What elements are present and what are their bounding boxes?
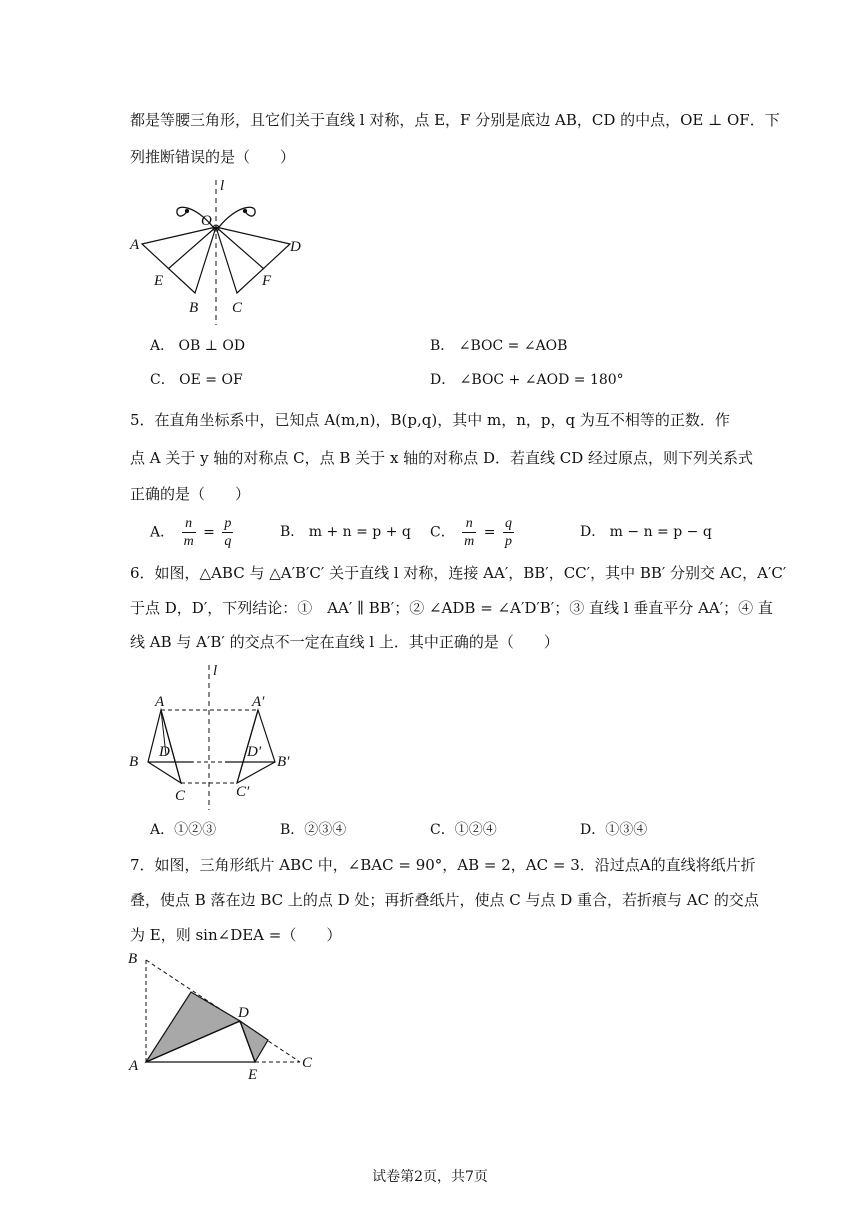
- q4-label-F: F: [262, 273, 272, 289]
- q5-option-d[interactable]: D． m − n = p − q: [580, 524, 712, 540]
- q4-label-l: l: [220, 178, 225, 194]
- q5-option-b[interactable]: B． m + n = p + q: [280, 524, 411, 540]
- q5-option-a[interactable]: A． $\frac{n}{m}$ = $\frac{p}{q}$: [150, 516, 232, 549]
- q6-option-a[interactable]: A．①②③: [150, 822, 217, 838]
- q5-option-c-left-fraction: $\frac{n}{m}$: [464, 516, 475, 549]
- q6-label-A-prime: A′: [252, 694, 265, 710]
- q5-line-2: 点 A 关于 y 轴的对称点 C，点 B 关于 x 轴的对称点 D．若直线 CD 经过原点，则下列关系式: [130, 449, 754, 467]
- q4-label-C: C: [232, 300, 243, 316]
- page-footer: 试卷第2页，共7页: [372, 1169, 488, 1185]
- q4-label-O: O: [201, 213, 212, 229]
- q6-line-1: 6．如图，△ABC 与 △A′B′C′ 关于直线 l 对称，连接 AA′，BB′，CC′，其中 BB′ 分别交 AC，A′C′: [130, 564, 787, 582]
- q4-line-1: 都是等腰三角形，且它们关于直线 l 对称，点 E，F 分别是底边 AB，CD 的中点，OE ⊥ OF．下: [130, 111, 780, 129]
- q5-option-a-left-fraction: $\frac{n}{m}$: [183, 516, 194, 549]
- q6-label-D: D: [159, 744, 170, 760]
- q5-option-a-right-fraction: $\frac{p}{q}$: [224, 516, 232, 549]
- q6-line-2: 于点 D，D′，下列结论：① AA′ ∥ BB′；② ∠ADB = ∠A′D′B′；③ 直线 l 垂直平分 AA′；④ 直: [130, 599, 773, 617]
- q6-label-D-prime: D′: [247, 744, 262, 760]
- q4-figure: [125, 175, 325, 335]
- q7-label-E: E: [248, 1067, 258, 1083]
- q5-option-a-label: A．: [150, 524, 175, 541]
- q6-option-d[interactable]: D．①③④: [580, 822, 648, 838]
- q6-option-c[interactable]: C．①②④: [430, 822, 497, 838]
- q4-line-2: 列推断错误的是（ ）: [130, 148, 296, 166]
- q4-option-a[interactable]: A． OB ⊥ OD: [150, 338, 246, 354]
- q4-label-E: E: [154, 273, 164, 289]
- q6-label-A: A: [155, 694, 165, 710]
- q4-option-c[interactable]: C． OE = OF: [150, 372, 243, 388]
- q4-label-D: D: [290, 239, 301, 255]
- q7-line-3: 为 E，则 sin∠DEA =（ ）: [130, 926, 342, 944]
- q5-option-c[interactable]: C． $\frac{n}{m}$ = $\frac{q}{p}$: [430, 516, 512, 549]
- q7-label-D: D: [238, 1005, 249, 1021]
- q4-label-B: B: [189, 300, 199, 316]
- q6-line-3: 线 AB 与 A′B′ 的交点不一定在直线 l 上．其中正确的是（ ）: [130, 633, 559, 651]
- q6-option-b[interactable]: B．②③④: [280, 822, 347, 838]
- q6-figure: [125, 660, 315, 820]
- q6-label-C: C: [175, 788, 186, 804]
- q5-line-1: 5．在直角坐标系中，已知点 A(m,n)，B(p,q)，其中 m，n，p，q 为互不相等的正数．作: [130, 411, 730, 429]
- q7-label-B: B: [128, 951, 138, 967]
- q6-label-B-prime: B′: [277, 754, 290, 770]
- q7-label-C: C: [302, 1055, 313, 1071]
- q5-line-3: 正确的是（ ）: [130, 485, 251, 503]
- q6-label-l: l: [213, 663, 218, 679]
- q5-option-c-label: C．: [430, 524, 455, 541]
- q7-label-A: A: [129, 1058, 139, 1074]
- q4-option-b[interactable]: B． ∠BOC = ∠AOB: [430, 338, 568, 354]
- q6-label-C-prime: C′: [236, 784, 250, 800]
- q7-line-1: 7．如图，三角形纸片 ABC 中，∠BAC = 90°，AB = 2，AC = 3．沿过点A的直线将纸片折: [130, 856, 756, 874]
- q6-label-B: B: [129, 754, 139, 770]
- q7-figure: [125, 945, 325, 1085]
- q7-line-2: 叠，使点 B 落在边 BC 上的点 D 处；再折叠纸片，使点 C 与点 D 重合，若折痕与 AC 的交点: [130, 891, 759, 909]
- q4-label-A: A: [130, 237, 140, 253]
- q4-option-d[interactable]: D． ∠BOC + ∠AOD = 180°: [430, 372, 624, 388]
- q5-option-c-right-fraction: $\frac{q}{p}$: [504, 516, 512, 549]
